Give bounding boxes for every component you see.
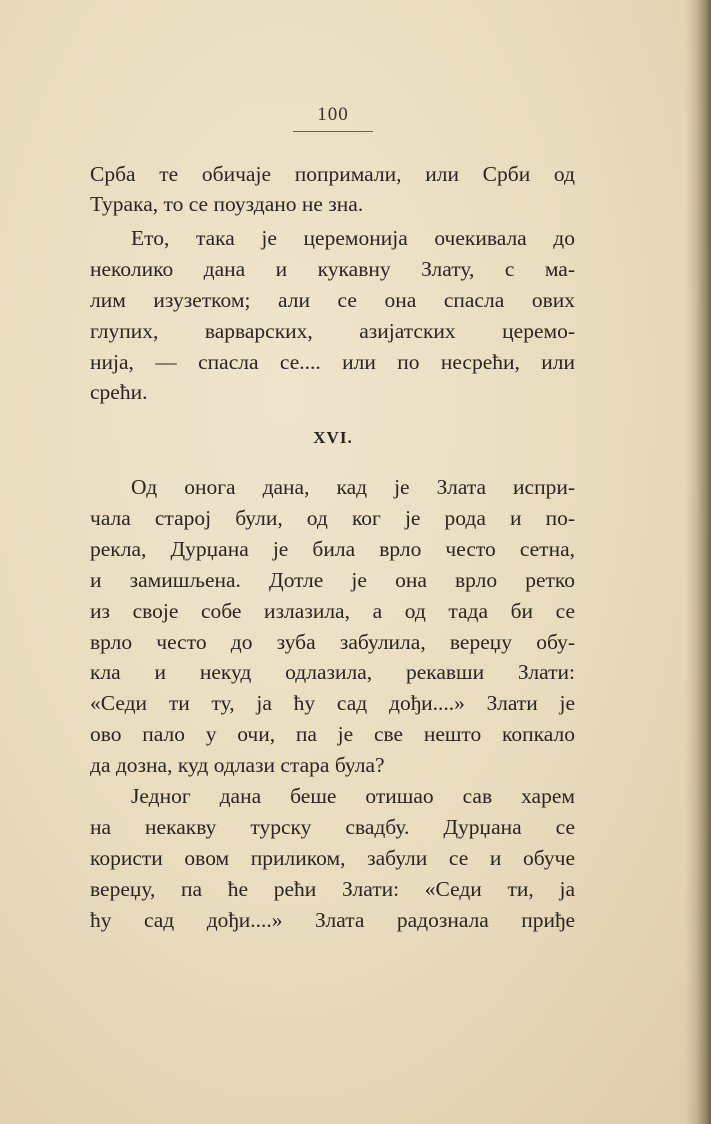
text-line: Ето, така је церемонија очекивала до [131,226,575,250]
text-line: рекла, Дурџана је била врло често сетна, [90,537,575,561]
text-line: лим изузетком; али се она спасла ових [90,288,575,312]
page-number-rule [293,131,373,132]
text-line: ово пало у очи, па је све нешто копкало [90,722,575,746]
text-line: глупих, варварских, азијатских церемо- [90,319,575,343]
section-heading: XVI. [313,428,353,447]
page-edge-shadow [685,0,711,1124]
text-line: на некакву турску свадбу. Дурџана се [90,815,575,839]
text-line: чала старој були, од ког је рода и по- [90,506,575,530]
text-line: Једног дана беше отишао сав харем [131,784,575,808]
text-line: врло често до зуба забулила, вереџу обу- [90,630,575,654]
text-line: Од онога дана, кад је Злата испри- [131,475,575,499]
text-line: «Седи ти ту, ја ћу сад дођи....» Злати је [90,691,575,715]
text-line: ћу сад дођи....» Злата радознала приђе [90,908,575,932]
text-line: из своје собе излазила, а од тада би се [90,599,575,623]
text-line: неколико дана и кукавну Злату, с ма- [90,257,575,281]
text-line: кла и некуд одлазила, рекавши Злати: [90,660,575,684]
text-line: користи овом приликом, забули се и обуче [90,846,575,870]
page-number: 100 [317,104,349,125]
text-line: Турака, то се поуздано не зна. [90,192,364,216]
text-line: и замишљена. Дотле је она врло ретко [90,568,575,592]
text-line: да дозна, куд одлази стара була? [90,753,385,777]
text-line: срећи. [90,380,148,404]
text-line: нија, — спасла се.... или по несрећи, или [90,350,575,374]
text-line: вереџу, па ће рећи Злати: «Седи ти, ја [90,877,575,901]
text-line: Срба те обичаје попримали, или Срби од [90,162,575,186]
